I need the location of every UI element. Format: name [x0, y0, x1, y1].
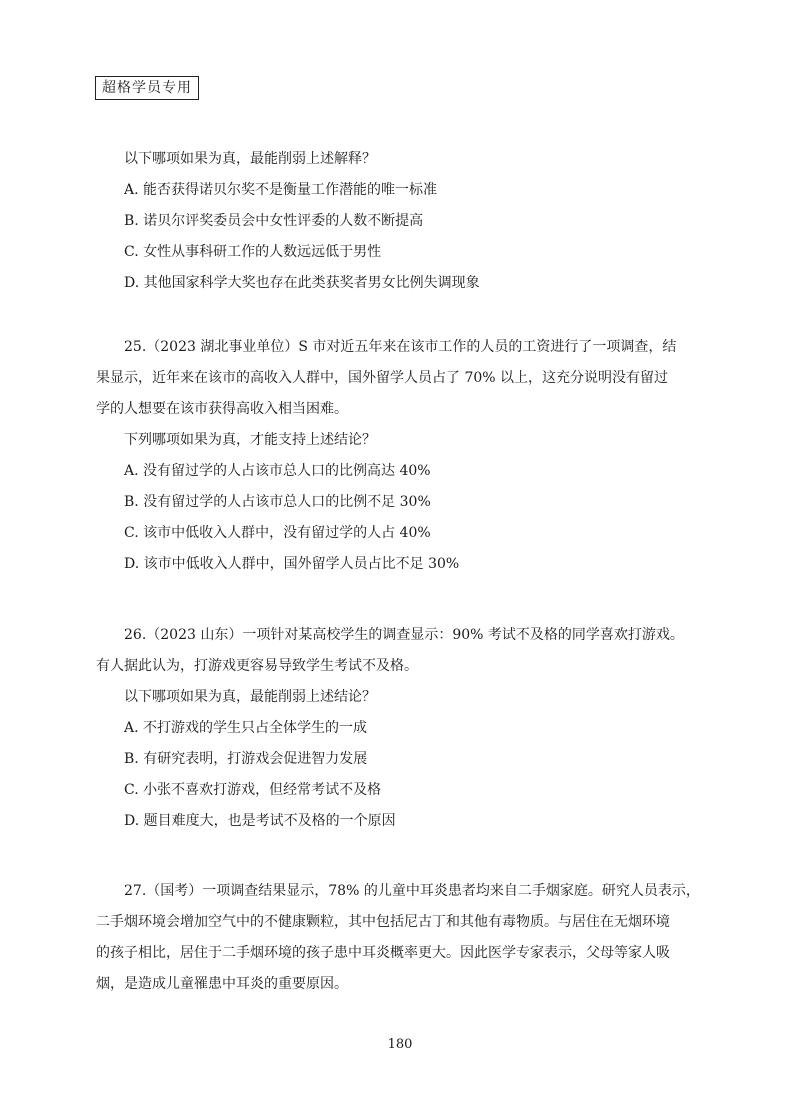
question-25: [96, 332, 704, 580]
question-24-tail: [96, 144, 704, 299]
question-prompt: 下列哪项如果为真，才能支持上述结论？: [124, 432, 376, 448]
option-a: A. 没有留过学的人占该市总人口的比例高达 40%: [124, 463, 431, 479]
question-stem-line: 学的人想要在该市获得高收入相当困难。: [96, 401, 348, 417]
question-26: [96, 620, 704, 837]
option-c: C. 女性从事科研工作的人数远远低于男性: [124, 244, 382, 260]
option-b: B. 诺贝尔评奖委员会中女性评委的人数不断提高: [124, 213, 424, 229]
option-a: A. 能否获得诺贝尔奖不是衡量工作潜能的唯一标准: [124, 182, 438, 198]
option-b: B. 有研究表明，打游戏会促进智力发展: [124, 751, 368, 767]
question-prompt: 以下哪项如果为真，最能削弱上述解释？: [124, 151, 376, 167]
question-stem-line: 果显示，近年来在该市的高收入人群中，国外留学人员占了 70% 以上，这充分说明没有留过: [96, 370, 669, 386]
question-stem-line: 二手烟环境会增加空气中的不健康颗粒，其中包括尼古丁和其他有毒物质。与居住在无烟环境: [96, 914, 670, 930]
option-a: A. 不打游戏的学生只占全体学生的一成: [124, 720, 368, 736]
question-27: [96, 876, 704, 1000]
question-stem-line: 25.（2023 湖北事业单位）S 市对近五年来在该市工作的人员的工资进行了一项调查，结: [124, 339, 677, 355]
option-d: D. 其他国家科学大奖也存在此类获奖者男女比例失调现象: [124, 275, 480, 291]
option-c: C. 该市中低收入人群中，没有留过学的人占 40%: [124, 525, 431, 541]
option-c: C. 小张不喜欢打游戏，但经常考试不及格: [124, 782, 382, 798]
student-only-tag: 超格学员专用: [95, 76, 199, 100]
option-d: D. 题目难度大，也是考试不及格的一个原因: [124, 813, 396, 829]
question-prompt: 以下哪项如果为真，最能削弱上述结论？: [124, 689, 376, 705]
question-stem-line: 26.（2023 山东）一项针对某高校学生的调查显示：90% 考试不及格的同学喜欢打游戏。: [124, 627, 684, 643]
option-d: D. 该市中低收入人群中，国外留学人员占比不足 30%: [124, 556, 460, 572]
question-stem-line: 的孩子相比，居住于二手烟环境的孩子患中耳炎概率更大。因此医学专家表示，父母等家人吸: [96, 945, 670, 961]
question-stem-line: 27.（国考）一项调查结果显示，78% 的儿童中耳炎患者均来自二手烟家庭。研究人员表示，: [124, 883, 700, 899]
question-stem-line: 有人据此认为，打游戏更容易导致学生考试不及格。: [96, 658, 418, 674]
option-b: B. 没有留过学的人占该市总人口的比例不足 30%: [124, 494, 431, 510]
question-stem-line: 烟，是造成儿童罹患中耳炎的重要原因。: [96, 976, 348, 992]
page-number: 180: [387, 1037, 413, 1052]
